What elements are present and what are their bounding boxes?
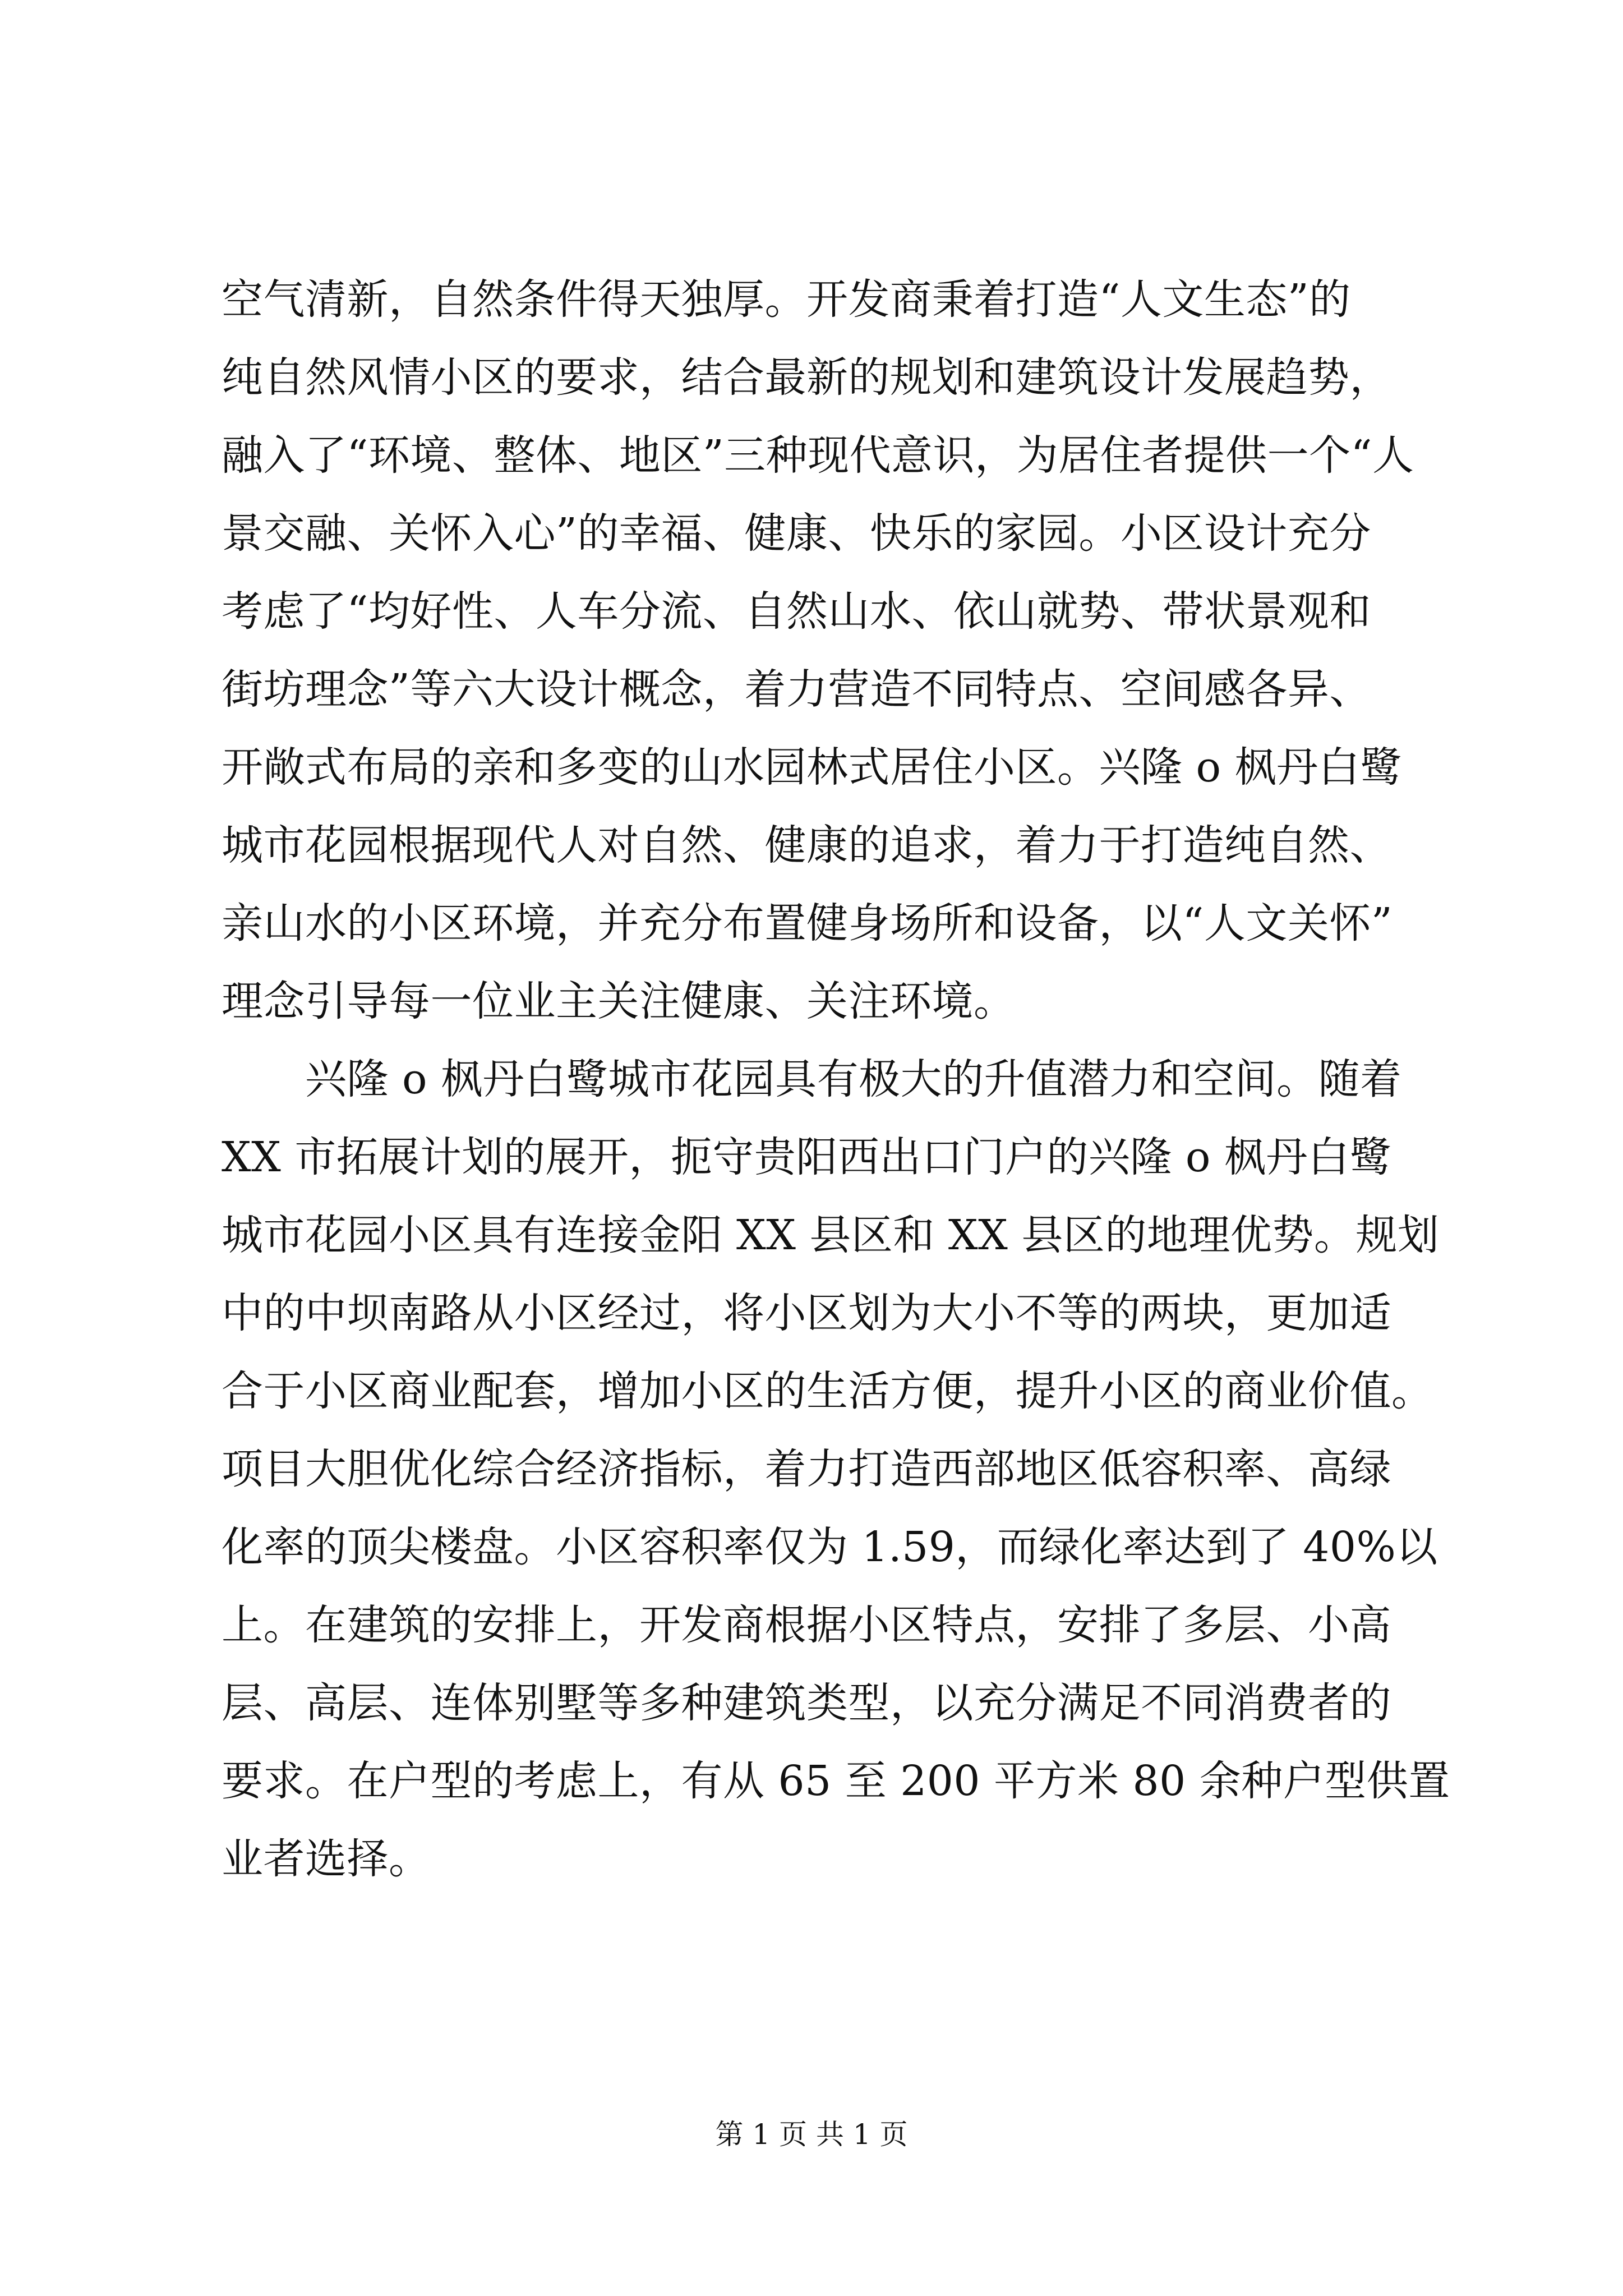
text-line-12: XX 市拓展计划的展开，扼守贵阳西出口门户的兴隆 o 枫丹白鹭 [222, 1133, 1391, 1181]
page-number-label: 第 1 页 共 1 页 [715, 2118, 908, 2151]
text-line-16: 项目大胆优化综合经济指标，着力打造西部地区低容积率、高绿 [222, 1445, 1391, 1493]
text-line-1: 空气清新，自然条件得天独厚。开发商秉着打造“人文生态”的 [222, 275, 1351, 324]
text-line-13: 城市花园小区具有连接金阳 XX 县区和 XX 县区的地理优势。规划 [222, 1211, 1440, 1259]
text-line-5: 考虑了“均好性、人车分流、自然山水、依山就势、带状景观和 [222, 587, 1371, 636]
text-line-6: 街坊理念”等六大设计概念，着力营造不同特点、空间感各异、 [222, 665, 1371, 714]
text-line-17: 化率的顶尖楼盘。小区容积率仅为 1.59，而绿化率达到了 40%以 [222, 1523, 1438, 1571]
text-line-3: 融入了“环境、整体、地区”三种现代意识，为居住者提供一个“人 [222, 431, 1414, 480]
text-line-15: 合于小区商业配套，增加小区的生活方便，提升小区的商业价值。 [222, 1367, 1433, 1415]
text-line-21: 业者选择。 [222, 1835, 431, 1883]
text-line-8: 城市花园根据现代人对自然、健康的追求，着力于打造纯自然、 [222, 821, 1391, 869]
body-text [222, 261, 1450, 1898]
page-footer [0, 2118, 1623, 2151]
text-line-9: 亲山水的小区环境，并充分布置健身场所和设备，以“人文关怀” [222, 899, 1393, 947]
text-line-18: 上。在建筑的安排上，开发商根据小区特点，安排了多层、小高 [222, 1601, 1391, 1649]
text-line-20: 要求。在户型的考虑上，有从 65 至 200 平方米 80 余种户型供置 [222, 1757, 1450, 1805]
text-line-10: 理念引导每一位业主关注健康、关注环境。 [222, 977, 1016, 1025]
text-line-14: 中的中坝南路从小区经过，将小区划为大小不等的两块，更加适 [222, 1289, 1391, 1337]
text-line-11: 兴隆 o 枫丹白鹭城市花园具有极大的升值潜力和空间。随着 [222, 1055, 1402, 1103]
text-line-7: 开敞式布局的亲和多变的山水园林式居住小区。兴隆 o 枫丹白鹭 [222, 743, 1402, 792]
text-line-2: 纯自然风情小区的要求，结合最新的规划和建筑设计发展趋势， [222, 353, 1391, 402]
text-line-4: 景交融、关怀入心”的幸福、健康、快乐的家园。小区设计充分 [222, 509, 1371, 558]
text-line-19: 层、高层、连体别墅等多种建筑类型，以充分满足不同消费者的 [222, 1679, 1391, 1727]
